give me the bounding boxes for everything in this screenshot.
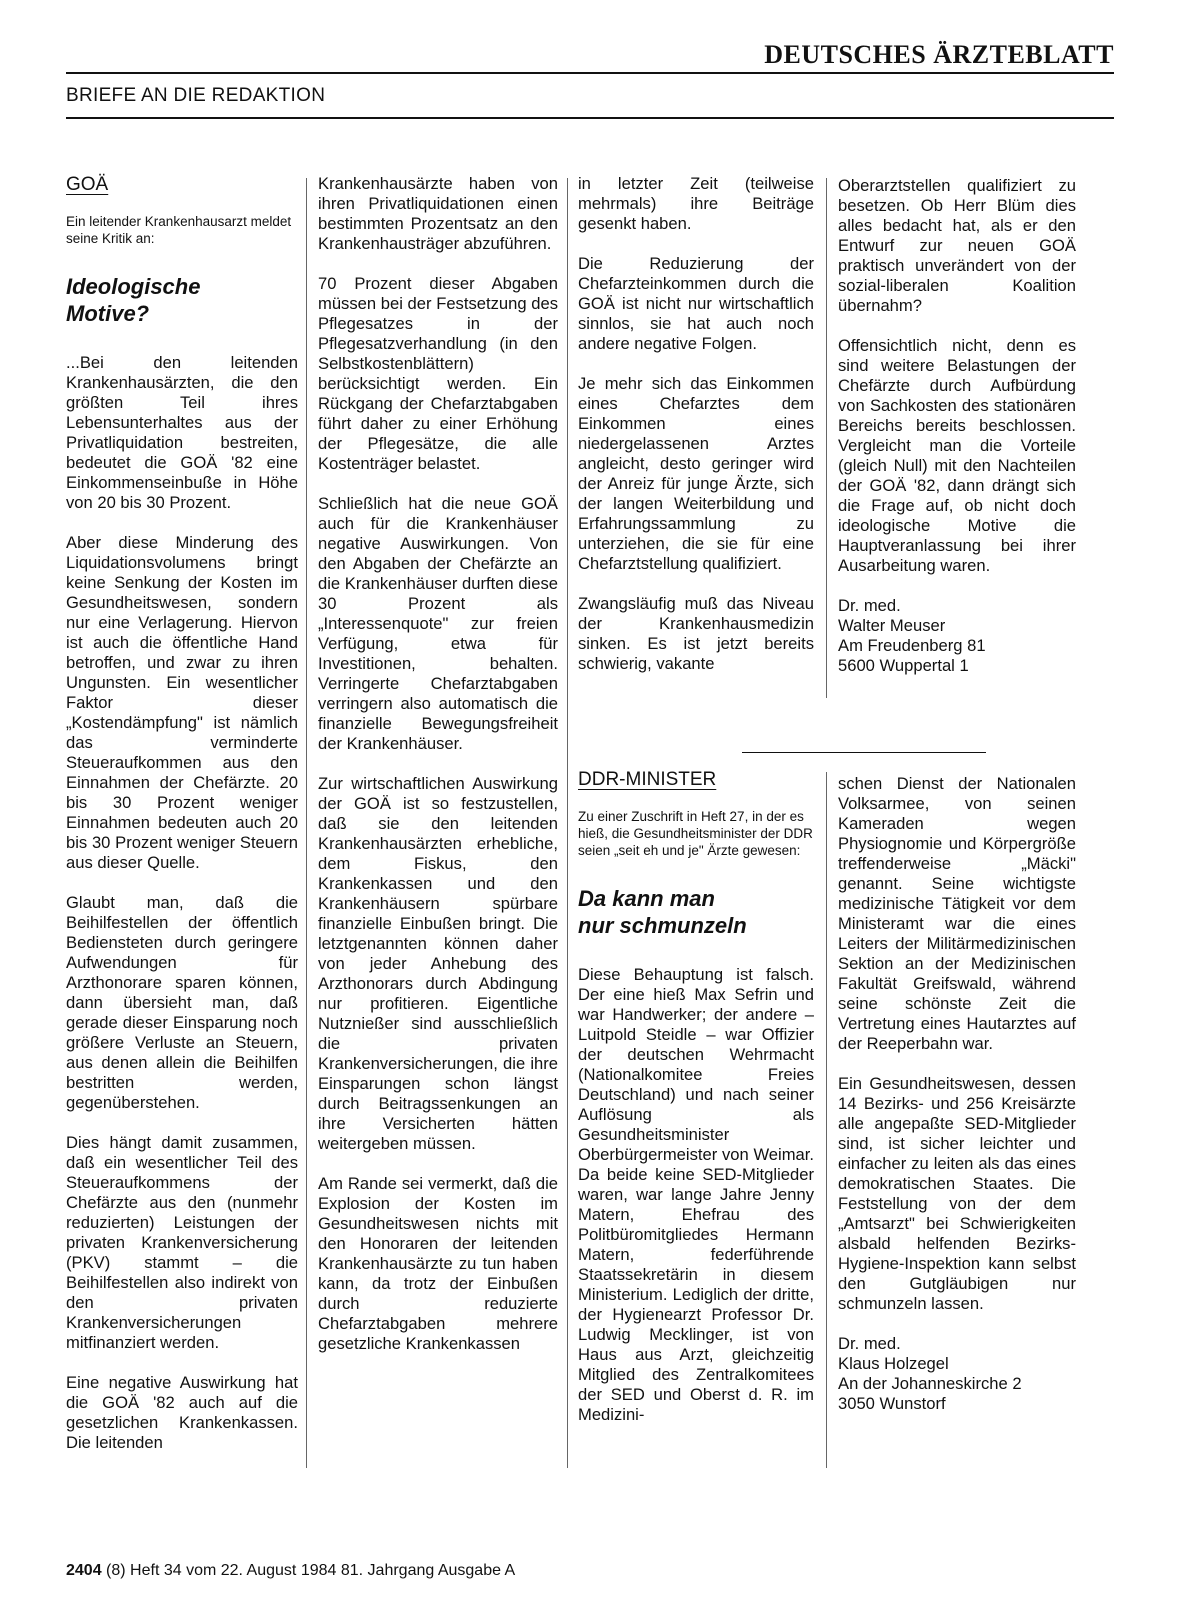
- paragraph: Krankenhausärzte haben von ihren Privatliquidationen einen bestimmten Prozentsatz an den Krankenhausträger abzuführen.: [318, 174, 558, 253]
- article-goae-column-2: [318, 174, 558, 1374]
- article-ddr-column-2: [838, 774, 1076, 1414]
- paragraph: Oberarztstellen qualifiziert zu besetzen. Ob Herr Blüm dies alles bedacht hat, als er den Entwurf zur neuen GOÄ praktisch unverändert von der sozial-liberalen Koalition übernahm?: [838, 176, 1076, 315]
- paragraph: Diese Behauptung ist falsch. Der eine hieß Max Sefrin und war Handwerker; der andere – Luitpold Steidle – war Offizier der deutschen Wehrmacht (Nationalkomitee Freies Deutschland) und nach seiner Auflösung als Gesundheitsminister Oberbürgermeister von Weimar. Da beide keine SED-Mitglieder waren, war lange Jahre Jenny Matern, Ehefrau des Politbüromitgliedes Hermann Matern, federführende Staatssekretärin in diesem Ministerium. Lediglich der dritte, der Hygienearzt Professor Dr. Ludwig Mecklinger, ist von Haus aus Arzt, gleichzeitig Mitglied des Zentralkomitees der SED und Oberst d. R. im Medizini-: [578, 965, 814, 1424]
- paragraph: Ein Gesundheitswesen, dessen 14 Bezirks- und 256 Kreisärzte alle angepaßte SED-Mitglieder sind, ist sicher leichter und einfacher zu leiten als das eines demokratischen Staates. Die Feststellung von der dem „Amtsarzt" bei Schwierigkeiten alsbald helfenden Bezirks-Hygiene-Inspektion kann selbst den Gutgläubigen nur schmunzeln lassen.: [838, 1074, 1076, 1313]
- section-title: BRIEFE AN DIE REDAKTION: [66, 85, 326, 106]
- paragraph: 70 Prozent dieser Abgaben müssen bei der Festsetzung des Pflegesatzes in der Pflegesatzverhandlung (in den Selbstkostenblättern) berücksichtigt werden. Ein Rückgang der Chefarztabgaben führt daher zu einer Erhöhung der Pflegesätze, die alle Kostenträger belastet.: [318, 274, 558, 473]
- page-number: 2404: [66, 1562, 102, 1579]
- column-divider: [826, 772, 827, 1468]
- column-divider: [567, 178, 568, 1468]
- headline-line: Ideologische: [66, 274, 201, 299]
- headline-line: Motive?: [66, 301, 150, 326]
- article-goae-column-4: [838, 176, 1076, 676]
- article-headline: [578, 885, 814, 939]
- page-footer: [66, 1562, 515, 1580]
- signature: [838, 1334, 1076, 1414]
- paragraph: Schließlich hat die neue GOÄ auch für die Krankenhäuser negative Auswirkungen. Von den Abgaben der Chefärzte an die Krankenhäuser durften diese 30 Prozent als „Interessenquote" zur freien Verfügung, etwa für Investitionen, behalten. Verringerte Chefarztabgaben verringern also automatisch die finanzielle Bewegungsfreiheit der Krankenhäuser.: [318, 494, 558, 753]
- paragraph: Dies hängt damit zusammen, daß ein wesentlicher Teil des Steueraufkommens der Chefärzte aus den (nunmehr reduzierten) Leistungen der privaten Krankenversicherung (PKV) stammt – die Beihilfestellen also indirekt von den privaten Krankenversicherungen mitfinanziert werden.: [66, 1133, 298, 1352]
- paragraph: Die Reduzierung der Chefarzteinkommen durch die GOÄ ist nicht nur wirtschaftlich sinnlos, sie hat auch noch andere negative Folgen.: [578, 254, 814, 353]
- paragraph: Zur wirtschaftlichen Auswirkung der GOÄ ist so festzustellen, daß sie den leitenden Krankenhausärzten erhebliche, dem Fiskus, den Krankenkassen und den Krankenhäusern spürbare finanzielle Einbußen bringt. Die letztgenannten können daher von jeder Anhebung des Arzthonorars durch Abdingung nur profitieren. Eigentliche Nutznießer sind ausschließlich die privaten Krankenversicherungen, die ihre Einsparungen schon längst durch Beitragssenkungen an ihre Versicherten hätten weitergeben müssen.: [318, 774, 558, 1153]
- signature-line: 5600 Wuppertal 1: [838, 656, 969, 675]
- article-intro: Ein leitender Krankenhausarzt meldet seine Kritik an:: [66, 214, 292, 246]
- signature-line: Dr. med.: [838, 1334, 901, 1353]
- paragraph: Eine negative Auswirkung hat die GOÄ '82 auch auf die gesetzlichen Krankenkassen. Die leitenden: [66, 1373, 298, 1452]
- paragraph: Offensichtlich nicht, denn es sind weitere Belastungen der Chefärzte durch Aufbürdung von Sachkosten des stationären Bereichs bereits beschlossen. Vergleicht man die Vorteile (gleich Null) mit den Nachteilen der GOÄ '82, dann drängt sich die Frage auf, ob nicht doch ideologische Motive die Hauptveranlassung bei ihrer Ausarbeitung waren.: [838, 336, 1076, 575]
- paragraph: Je mehr sich das Einkommen eines Chefarztes dem Einkommen eines niedergelassenen Arztes angleicht, desto geringer wird der Anreiz für junge Ärzte, sich der langen Weiterbildung und Erfahrungssammlung zu unterziehen, die sie für eine Chefarztstellung qualifiziert.: [578, 374, 814, 573]
- headline-line: nur schmunzeln: [578, 913, 747, 938]
- paragraph: in letzter Zeit (teilweise mehrmals) ihre Beiträge gesenkt haben.: [578, 174, 814, 233]
- article-intro: Zu einer Zuschrift in Heft 27, in der es hieß, die Gesundheitsminister der DDR seien „seit eh und je" Ärzte gewesen:: [578, 809, 813, 858]
- signature-line: Klaus Holzegel: [838, 1354, 949, 1373]
- paragraph: Zwangsläufig muß das Niveau der Krankenhausmedizin sinken. Es ist jetzt bereits schwierig, vakante: [578, 594, 814, 673]
- section-rule: [66, 117, 1114, 119]
- signature-line: An der Johanneskirche 2: [838, 1374, 1022, 1393]
- article-headline: [66, 273, 298, 327]
- column-divider: [306, 178, 307, 1468]
- article-goae-column-3: [578, 174, 814, 694]
- paragraph: Glaubt man, daß die Beihilfestellen der öffentlich Bediensteten durch geringere Aufwendungen für Arzthonorare sparen können, dann übersieht man, daß gerade dieser Einsparung noch größere Verluste an Steuern, aus denen allein die Beihilfen bestritten werden, gegenüberstehen.: [66, 893, 298, 1112]
- signature-line: Walter Meuser: [838, 616, 946, 635]
- signature-line: Dr. med.: [838, 596, 901, 615]
- signature: [838, 596, 1076, 676]
- article-separator: [742, 752, 986, 753]
- column-divider: [826, 178, 827, 698]
- paragraph: ...Bei den leitenden Krankenhausärzten, die den größten Teil ihres Lebensunterhaltes aus der Privatliquidation bestreiten, bedeutet die GOÄ '82 eine Einkommenseinbuße in Höhe von 20 bis 30 Prozent.: [66, 353, 298, 512]
- masthead: DEUTSCHES ÄRZTEBLATT: [764, 40, 1114, 69]
- article-ddr-column-1: [578, 770, 814, 1445]
- paragraph: Am Rande sei vermerkt, daß die Explosion der Kosten im Gesundheitswesen nichts mit den Honoraren der leitenden Krankenhausärzte zu tun haben kann, da trotz der Einbußen durch reduzierte Chefarztabgaben mehrere gesetzliche Krankenkassen: [318, 1174, 558, 1353]
- paragraph: schen Dienst der Nationalen Volksarmee, von seinen Kameraden wegen Physiognomie und Körpergröße treffenderweise „Mäcki" genannt. Seine wichtigste medizinische Tätigkeit vor dem Ministeramt war die eines Leiters der Militärmedizinischen Sektion an der Medizinischen Fakultät Greifswald, während seine schönste Zeit die Vertretung eines Hautarztes auf der Reeperbahn war.: [838, 774, 1076, 1053]
- signature-line: 3050 Wunstorf: [838, 1394, 946, 1413]
- headline-line: Da kann man: [578, 886, 715, 911]
- header-rule: [66, 72, 1114, 74]
- issue-details: (8) Heft 34 vom 22. August 1984 81. Jahrgang Ausgabe A: [106, 1562, 516, 1579]
- article-kicker: DDR-MINISTER: [578, 769, 717, 790]
- article-goae-column-1: [66, 175, 298, 1473]
- signature-line: Am Freudenberg 81: [838, 636, 986, 655]
- paragraph: Aber diese Minderung des Liquidationsvolumens bringt keine Senkung der Kosten im Gesundheitswesen, sondern nur eine Verlagerung. Hiervon ist auch die öffentliche Hand betroffen, und zwar zu ihren Ungunsten. Ein wesentlicher Faktor dieser „Kostendämpfung" ist nämlich das verminderte Steueraufkommen aus den Einnahmen der Chefärzte. 20 bis 30 Prozent weniger Einnahmen bedeuten auch 20 bis 30 Prozent weniger Steuern aus dieser Quelle.: [66, 533, 298, 872]
- article-kicker: GOÄ: [66, 174, 109, 195]
